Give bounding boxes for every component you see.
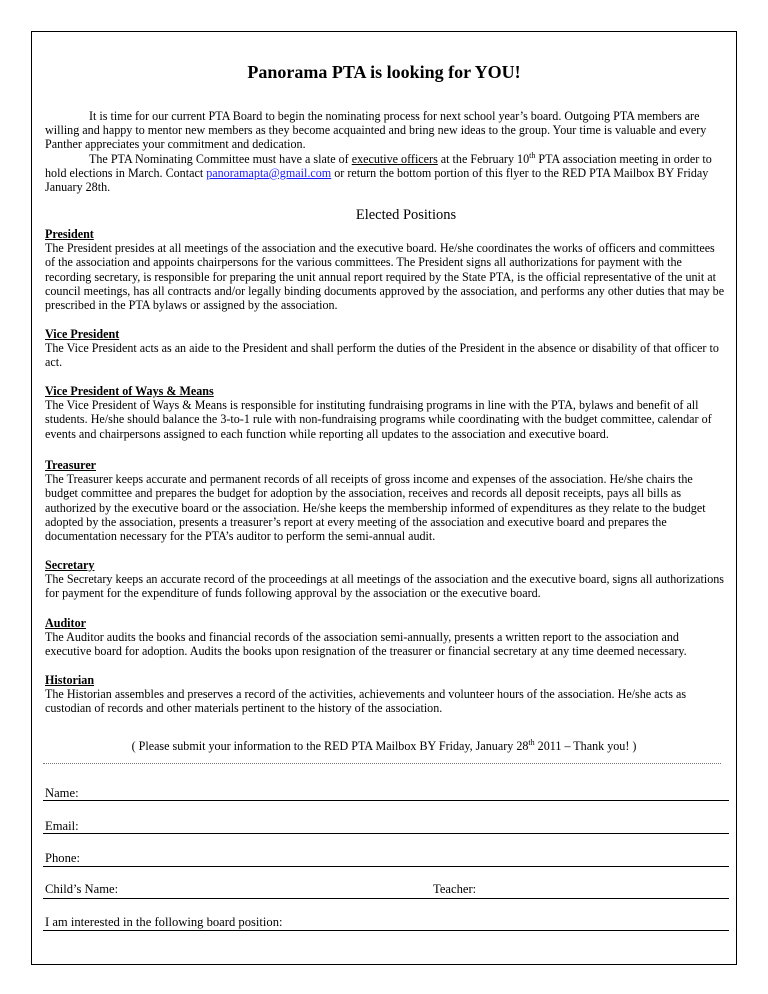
interest-field[interactable] xyxy=(43,930,729,931)
name-field[interactable] xyxy=(43,800,729,801)
cut-line xyxy=(43,763,721,764)
position-title: Historian xyxy=(45,673,95,687)
position-title: Treasurer xyxy=(45,458,97,472)
position-title: Vice President xyxy=(45,327,120,341)
position-description: The Historian assembles and preserves a record of the activities, achievements and volunteer hours of the association. He/she acts as custodian of records and other materials pertinent to the history of the association. xyxy=(45,687,687,716)
executive-officers-text: executive officers xyxy=(351,151,438,166)
position-title: Auditor xyxy=(45,616,86,630)
position-description: The Vice President of Ways & Means is responsible for instituting fundraising programs in line with the PTA, bylaws and benefit of all students. He/she should balance the 3-to-1 rule with non-fundraising programs while coordinating with the budget committee, calendar of events and chairpersons assigned to each function while reporting all updates to the association and executive board. xyxy=(45,398,712,441)
position-description: The President presides at all meetings of the association and the executive board. He/she coordinates the works of officers and committees of the association and appoints chairpersons for the various committees. The President signs all authorizations for payment with the recording secretary, is responsible for preparing the unit annual report required by the State PTA, is the official representative of the unit at council meetings, has all contracts and/or legally binding documents approved by the association, and performs any other duties that may be prescribed in the PTA bylaws or assigned by the association. xyxy=(45,241,725,313)
page-title: Panorama PTA is looking for YOU! xyxy=(247,62,521,82)
position-vp-ways-means xyxy=(45,384,727,441)
position-secretary xyxy=(45,558,727,601)
position-description: The Vice President acts as an aide to the President and shall perform the duties of the President in the absence or disability of that officer to act. xyxy=(45,341,719,370)
position-description: The Auditor audits the books and financial records of the association semi-annually, presents a written report to the association and executive board for adoption. Audits the books upon resignation of the treasurer or financial secretary at any time deemed necessary. xyxy=(45,630,687,659)
elected-positions-heading: Elected Positions xyxy=(355,207,457,223)
position-title: Vice President of Ways & Means xyxy=(45,384,214,398)
position-title: President xyxy=(45,227,94,241)
position-president xyxy=(45,227,727,312)
submit-instructions: ( Please submit your information to the RED PTA Mailbox BY Friday, January 28th 2011 – Thank you! ) xyxy=(131,737,637,753)
position-auditor xyxy=(45,616,727,659)
position-treasurer xyxy=(45,458,727,543)
intro-paragraph-2: The PTA Nominating Committee must have a slate of executive officers at the February 10th PTA association meeting in order to hold elections in March. Contact panoramapta@gmail.com or return the bottom portion of this flyer to the RED PTA Mailbox BY Friday January 28th. xyxy=(45,150,712,195)
email-label: Email: xyxy=(45,819,79,833)
intro-section xyxy=(45,109,727,194)
position-title: Secretary xyxy=(45,558,95,572)
intro-paragraph-1: It is time for our current PTA Board to begin the nominating process for next school year’s board. Outgoing PTA members are willing and happy to mentor new members as they become acquainted and bring new ideas to the group. Your time is valuable and every Panther appreciates your commitment and dedication. xyxy=(45,109,707,152)
teacher-label: Teacher: xyxy=(433,882,477,896)
position-description: The Secretary keeps an accurate record of the proceedings at all meetings of the association and the executive board, signs all authorizations for payment for the expenditure of funds following approval by the association or the executive board. xyxy=(45,572,724,601)
interest-label: I am interested in the following board position: xyxy=(45,915,283,929)
position-description: The Treasurer keeps accurate and permanent records of all receipts of gross income and expenses of the association. He/she chairs the budget committee and prepares the budget for adoption by the association, receives and records all deposit receipts, pays all bills as authorized by the executive board or the association. He/she keeps the membership informed of expenditures as they relate to the budget adopted by the association, presents a treasurer’s report at every meeting of the association and executive board and prepares the documentation necessary for the PTA’s auditor to perform the semi-annual audit. xyxy=(45,472,706,544)
phone-field[interactable] xyxy=(43,866,729,867)
phone-label: Phone: xyxy=(45,851,80,865)
position-vice-president xyxy=(45,327,727,370)
email-field[interactable] xyxy=(43,833,729,834)
position-historian xyxy=(45,673,727,716)
email-link[interactable]: panoramapta@gmail.com xyxy=(206,165,332,180)
child-teacher-field[interactable] xyxy=(43,898,729,899)
child-name-label: Child’s Name: xyxy=(45,882,119,896)
name-label: Name: xyxy=(45,786,79,800)
